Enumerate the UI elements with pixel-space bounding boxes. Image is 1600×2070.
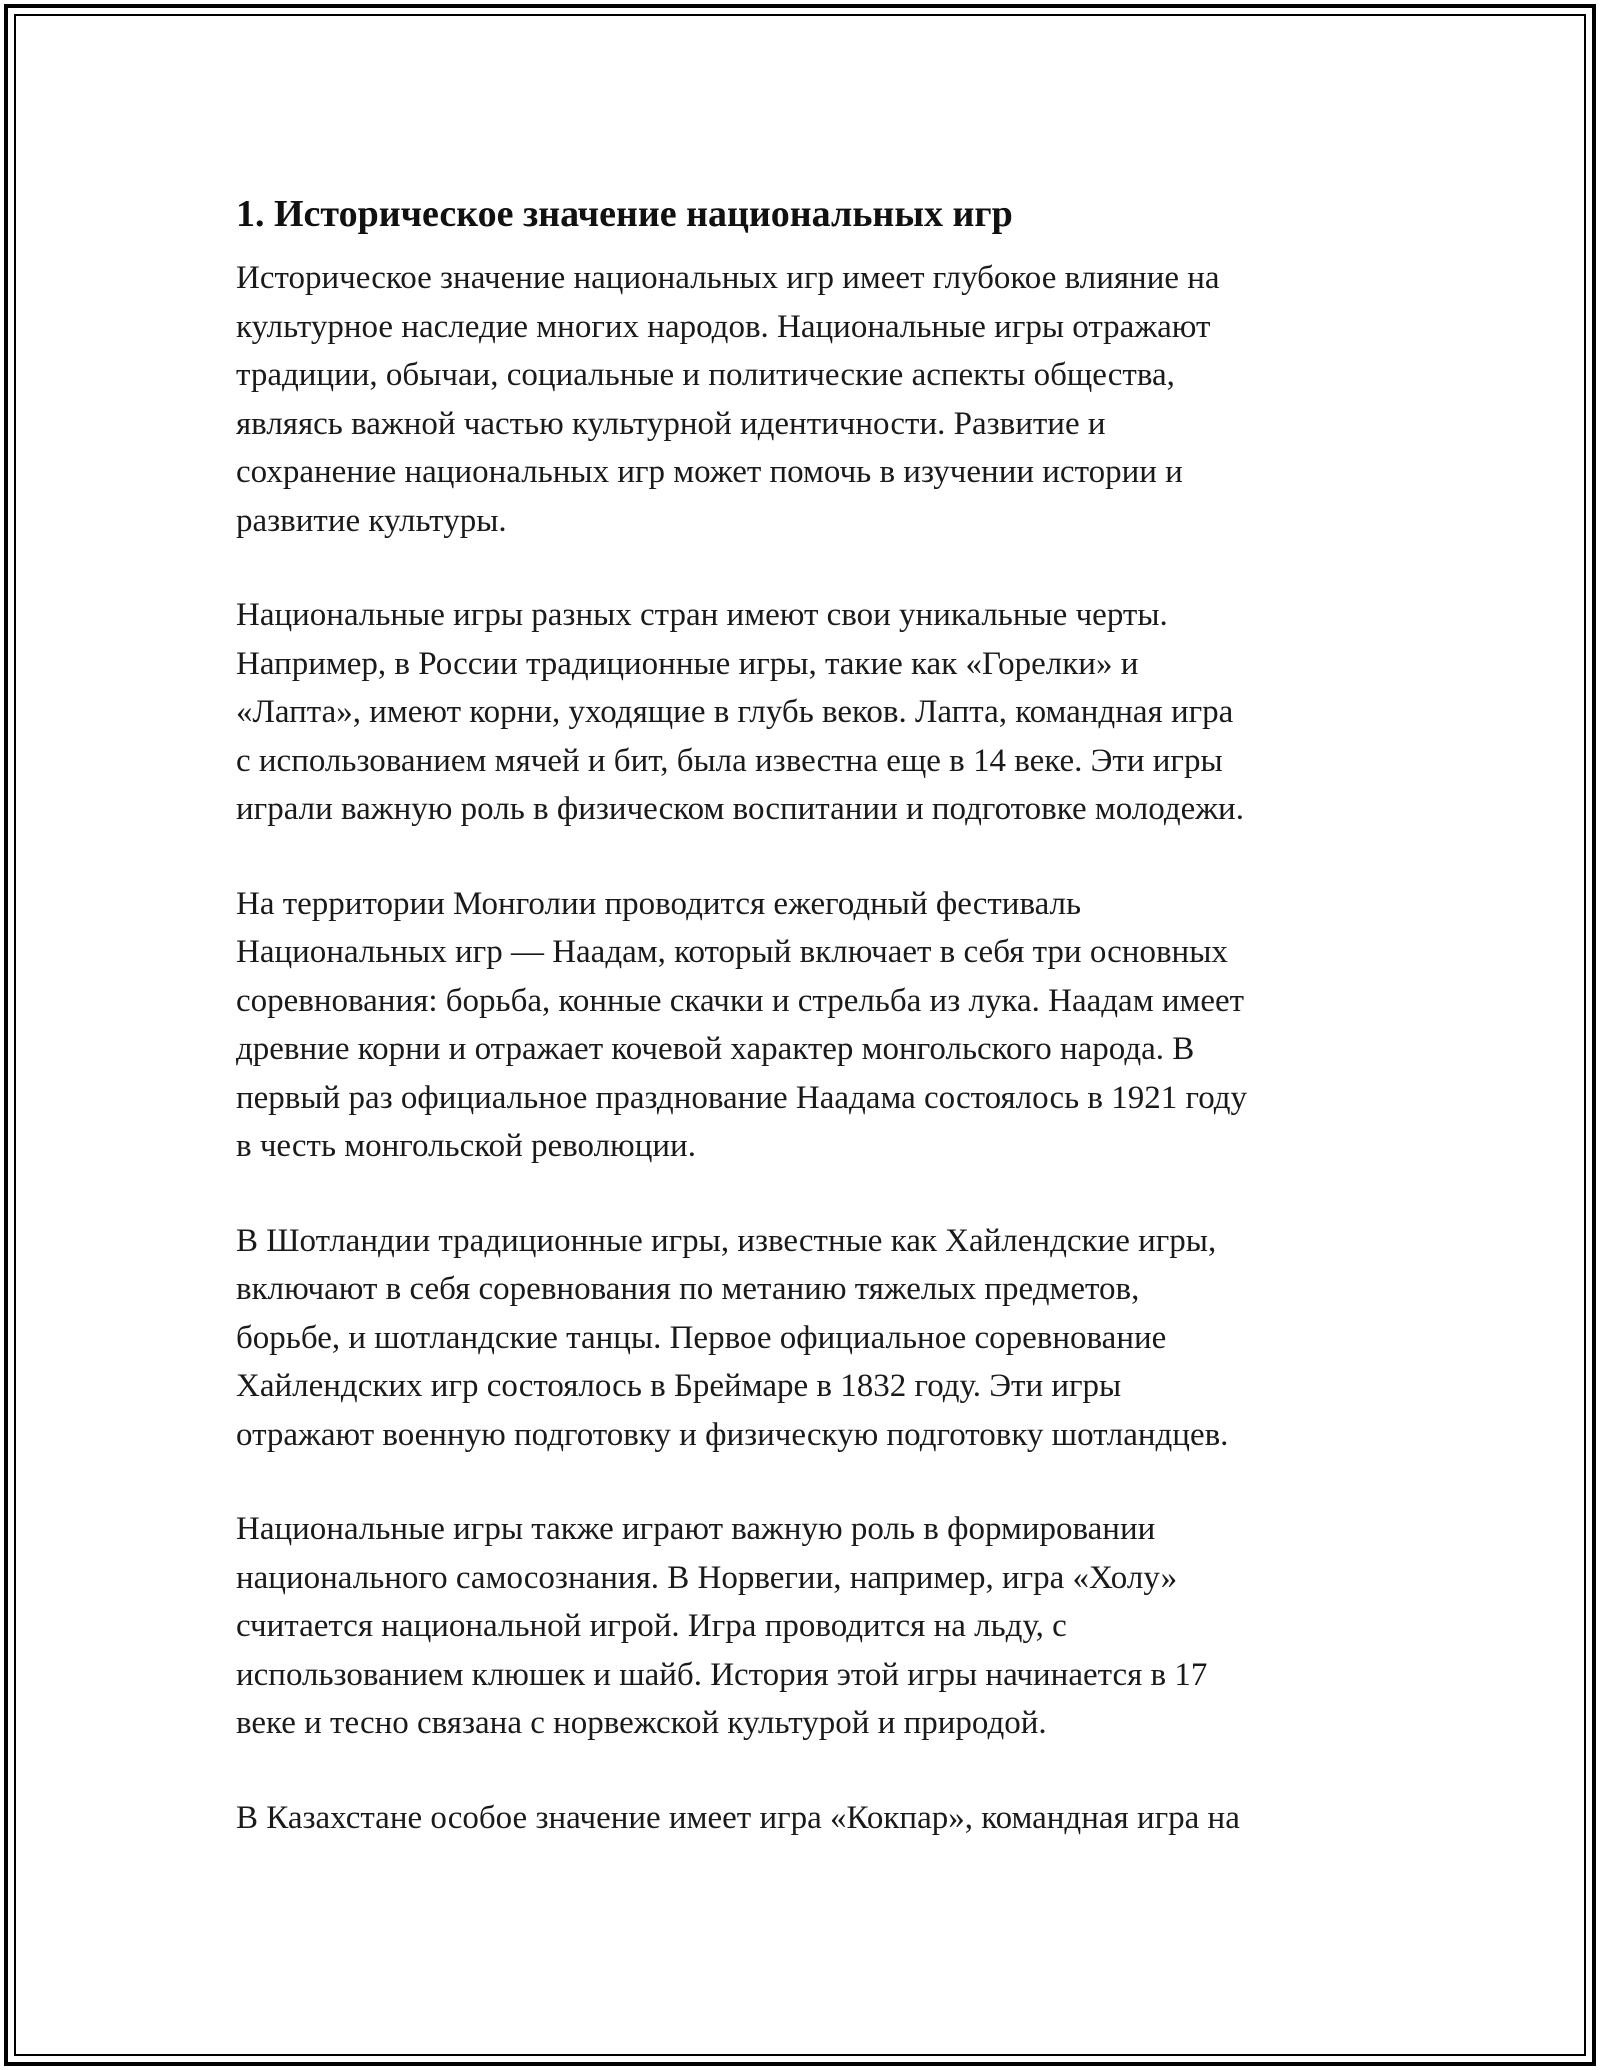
text-line: отражают военную подготовку и физическую подготовку шотландцев. <box>236 1416 1229 1453</box>
paragraph-2 <box>236 591 1396 834</box>
paragraph-3 <box>236 880 1396 1171</box>
text-line: играли важную роль в физическом воспитании и подготовке молодежи. <box>236 791 1244 827</box>
text-line: Историческое значение национальных игр имеет глубокое влияние на <box>236 260 1220 296</box>
text-line: считается национальной игрой. Игра проводится на льду, с <box>236 1608 1067 1644</box>
text-line: В Шотландии традиционные игры, известные как Хайлендские игры, <box>236 1222 1217 1259</box>
text-line: традиции, обычаи, социальные и политические аспекты общества, <box>236 357 1175 393</box>
text-line: включают в себя соревнования по метанию тяжелых предметов, <box>236 1271 1140 1307</box>
text-line: сохранение национальных игр может помочь в изучении истории и <box>236 454 1183 490</box>
text-line: использованием клюшек и шайб. История этой игры начинается в 17 <box>236 1656 1208 1693</box>
section-heading: 1. Историческое значение национальных игр <box>236 193 1013 235</box>
text-line: Хайлендских игр состоялось в Бреймаре в 1832 году. Эти игры <box>236 1368 1122 1404</box>
text-line: Национальные игры разных стран имеют свои уникальные черты. <box>236 597 1168 633</box>
text-line: борьбе, и шотландские танцы. Первое официальное соревнование <box>236 1319 1167 1356</box>
paragraph-6 <box>236 1794 1396 1843</box>
text-line: На территории Монголии проводится ежегодный фестиваль <box>236 885 1082 922</box>
text-line: являясь важной частью культурной идентичности. Развитие и <box>236 405 1106 442</box>
text-line: культурное наследие многих народов. Национальные игры отражают <box>236 308 1211 345</box>
text-line: «Лапта», имеют корни, уходящие в глубь веков. Лапта, командная игра <box>236 694 1234 730</box>
text-line: Национальных игр — Наадам, который включает в себя три основных <box>236 934 1228 970</box>
text-line: веке и тесно связана с норвежской культурой и природой. <box>236 1705 1047 1741</box>
paragraph-5 <box>236 1505 1396 1748</box>
text-line: с использованием мячей и бит, была известна еще в 14 веке. Эти игры <box>236 742 1223 779</box>
text-line: первый раз официальное празднование Наадама состоялось в 1921 году <box>236 1079 1248 1116</box>
text-line: в честь монгольской революции. <box>236 1128 696 1164</box>
paragraph-4 <box>236 1217 1396 1460</box>
text-line: развитие культуры. <box>236 502 507 539</box>
paragraph-1 <box>236 254 1396 545</box>
text-line: древние корни и отражает кочевой характер монгольского народа. В <box>236 1031 1195 1067</box>
text-line: Например, в России традиционные игры, такие как «Горелки» и <box>236 645 1139 682</box>
text-line: В Казахстане особое значение имеет игра «Кокпар», командная игра на <box>236 1799 1240 1836</box>
text-line: Национальные игры также играют важную роль в формировании <box>236 1511 1156 1547</box>
document-body <box>236 188 1396 1842</box>
text-line: национального самосознания. В Норвегии, например, игра «Холу» <box>236 1559 1178 1596</box>
text-line: соревнования: борьба, конные скачки и стрельба из лука. Наадам имеет <box>236 982 1245 1019</box>
